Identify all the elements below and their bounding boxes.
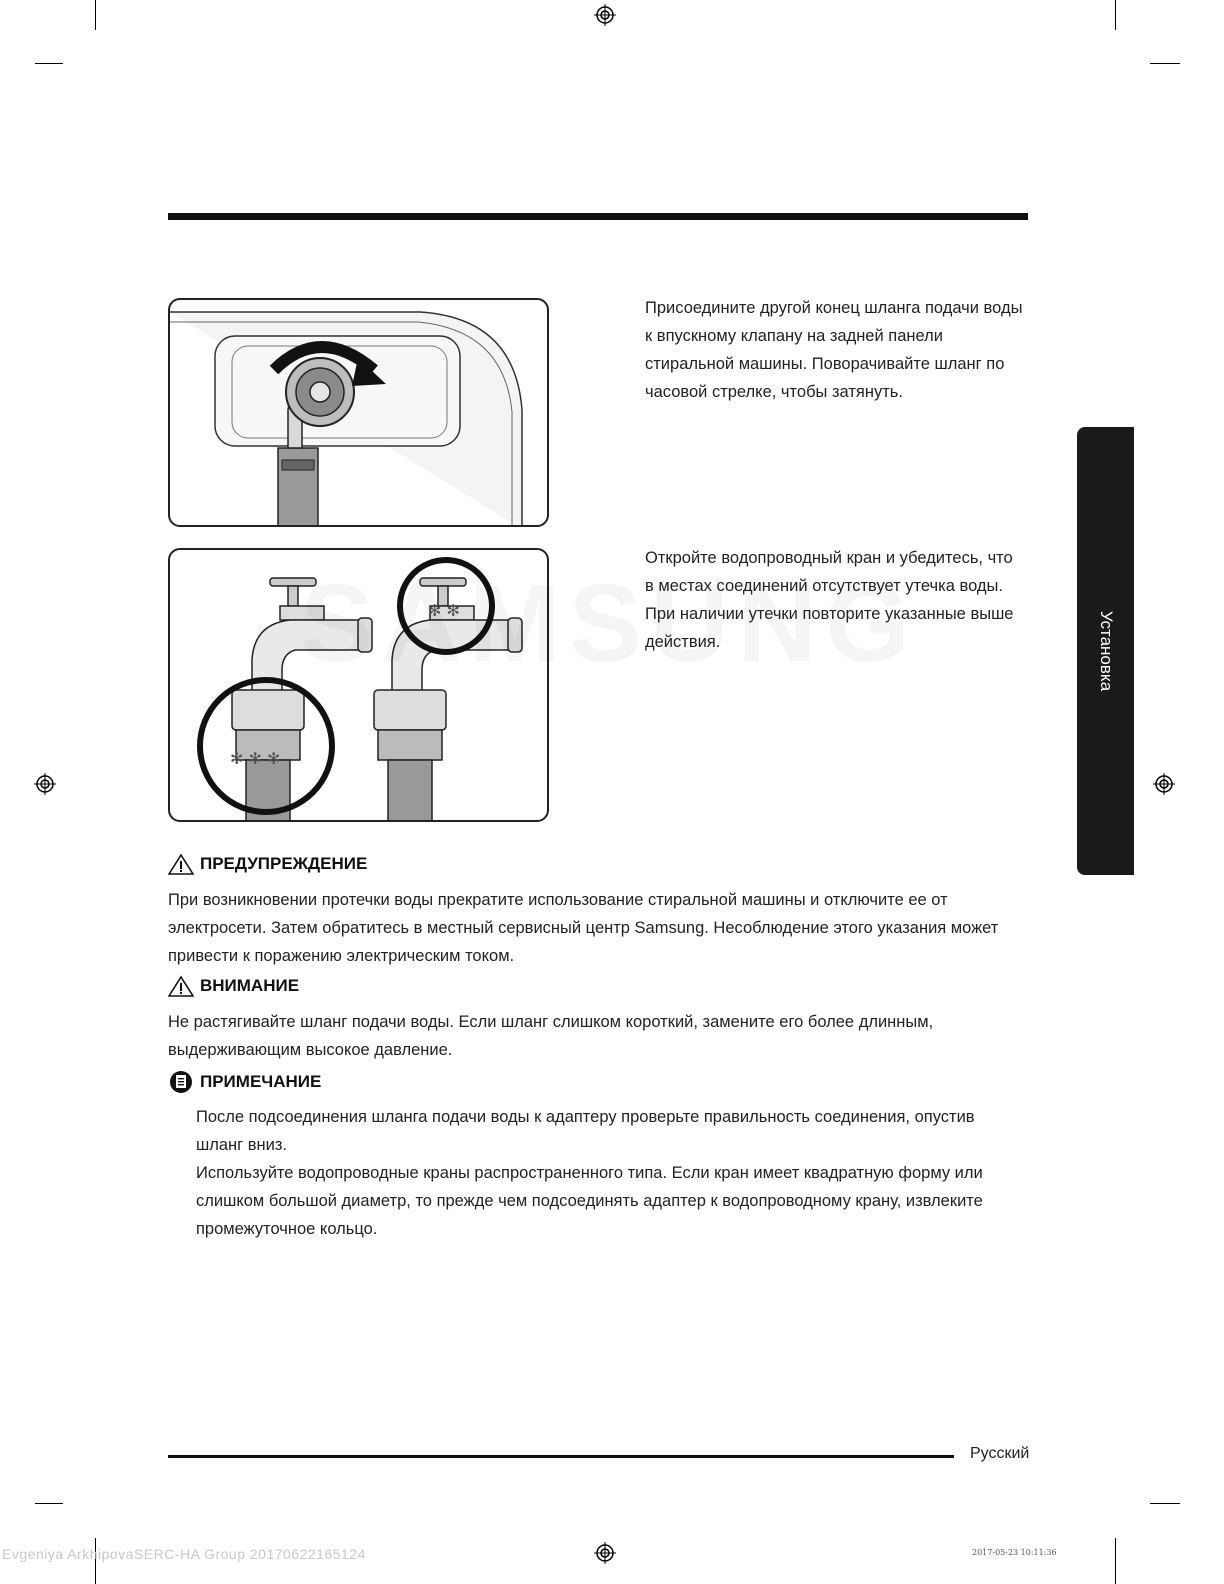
svg-text:✻ ✻ ✻: ✻ ✻ ✻ bbox=[230, 749, 281, 768]
step-1-text: Присоедините другой конец шланга подачи воды к впускному клапану на задней панели стиральной машины. Поворачивайте шланг по часовой стрелке, чтобы затянуть. bbox=[645, 299, 1023, 401]
footer-language: Русский bbox=[970, 1445, 1030, 1462]
warning-triangle-icon bbox=[168, 853, 194, 875]
side-tab-label: Установка bbox=[1096, 610, 1116, 692]
note-icon bbox=[168, 1070, 194, 1094]
crop-mark bbox=[35, 1503, 63, 1504]
warning-title: ПРЕДУПРЕЖДЕНИЕ bbox=[200, 854, 368, 873]
note-item: После подсоединения шланга подачи воды к адаптеру проверьте правильность соединения, опустив шланг вниз. bbox=[196, 1108, 975, 1154]
registration-mark-icon bbox=[1153, 773, 1175, 795]
warning-text: При возникновении протечки воды прекратите использование стиральной машины и отключите ее от электросети. Затем обратитесь в местный сервисный центр Samsung. Несоблюдение этого указания может привести к поражению электрическим током. bbox=[168, 891, 999, 965]
section-top-rule bbox=[168, 213, 1028, 220]
hose-inlet-drawing bbox=[170, 300, 549, 527]
svg-text:✻ ✻: ✻ ✻ bbox=[428, 601, 460, 620]
footer-rule bbox=[168, 1455, 954, 1458]
section-side-tab[interactable] bbox=[1077, 427, 1134, 875]
warning-triangle-icon bbox=[168, 975, 194, 997]
crop-mark bbox=[95, 0, 96, 30]
crop-mark bbox=[35, 63, 63, 64]
print-slug: Evgeniya ArkhipovaSERC-HA Group 20170622165124 bbox=[2, 1546, 366, 1562]
crop-mark bbox=[1150, 63, 1180, 64]
caution-heading bbox=[168, 975, 299, 997]
registration-mark-icon bbox=[594, 4, 616, 26]
warning-heading bbox=[168, 853, 367, 875]
crop-mark bbox=[1115, 0, 1116, 30]
hose-inlet-illustration bbox=[168, 298, 549, 527]
registration-mark-icon bbox=[34, 773, 56, 795]
step-2-text: Откройте водопроводный кран и убедитесь, что в местах соединений отсутствует утечка воды. При наличии утечки повторите указанные выше действия. bbox=[645, 549, 1014, 651]
caution-text: Не растягивайте шланг подачи воды. Если шланг слишком короткий, замените его более длинным, выдерживающим высокое давление. bbox=[168, 1013, 934, 1059]
caution-title: ВНИМАНИЕ bbox=[200, 976, 300, 995]
note-title: ПРИМЕЧАНИЕ bbox=[200, 1072, 322, 1091]
crop-mark bbox=[1115, 1538, 1116, 1584]
note-heading bbox=[168, 1070, 321, 1094]
print-timestamp: 2017-05-23 10:11:36 bbox=[972, 1548, 1057, 1557]
crop-mark bbox=[1150, 1503, 1180, 1504]
note-item: Используйте водопроводные краны распространенного типа. Если кран имеет квадратную форму или слишком большой диаметр, то прежде чем подсоединять адаптер к водопроводному крану, извлеките промежуточное кольцо. bbox=[196, 1164, 983, 1238]
registration-mark-icon bbox=[594, 1542, 616, 1564]
